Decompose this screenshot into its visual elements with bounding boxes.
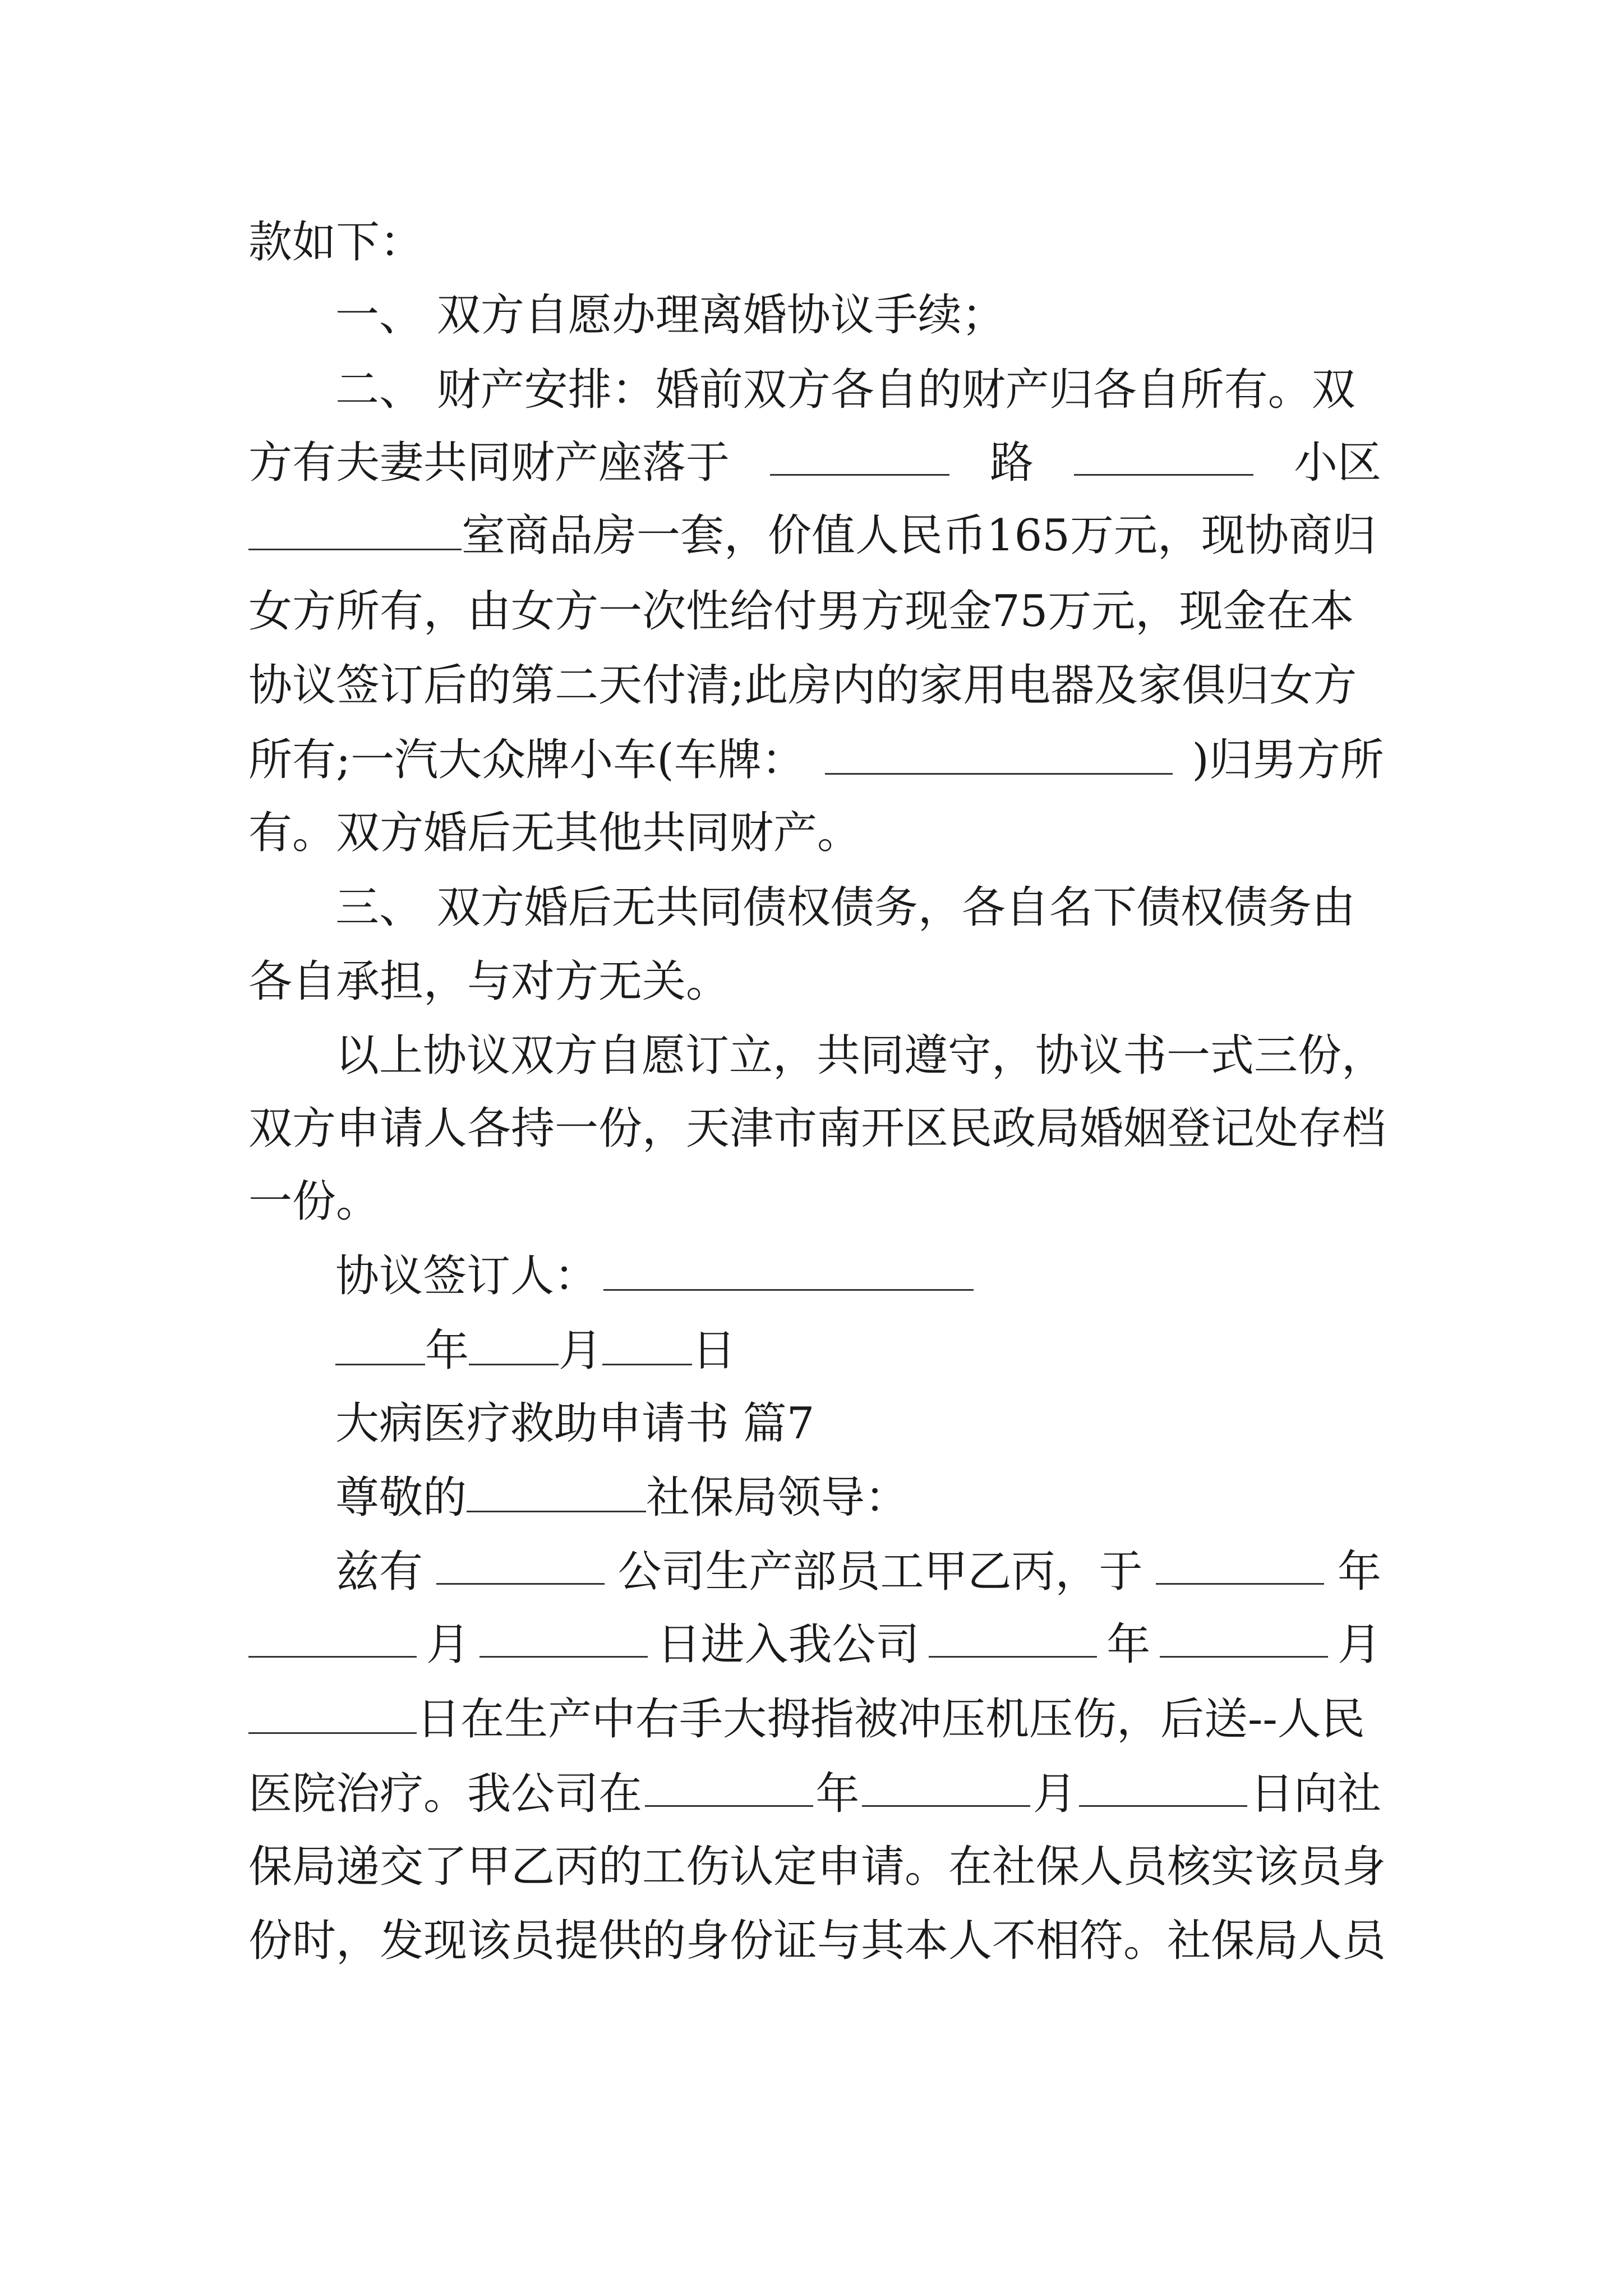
paragraph-line <box>248 435 1381 491</box>
text-line: 一、 双方自愿办理离婚协议手续； <box>335 290 1006 341</box>
fill-blank <box>436 1544 605 1585</box>
paragraph-line <box>248 732 1384 788</box>
text-segment: 小区 <box>1293 438 1381 488</box>
text-segment: 所有;一汽大众牌小车(车牌： <box>248 735 805 785</box>
clause-three <box>335 880 1381 936</box>
paragraph-line <box>248 1617 1381 1673</box>
text-segment: 年 <box>815 1769 860 1819</box>
text-segment: 方有夫妻共同财产座落于 <box>248 438 730 488</box>
text-line: 以上协议双方自愿订立，共同遵守，协议书一式三份， <box>335 1030 1386 1081</box>
fill-blank <box>1079 1766 1247 1807</box>
text-segment: 日进入我公司 <box>657 1619 920 1670</box>
text-segment: 室商品房一套，价值人民币165万元，现协商归 <box>462 510 1376 561</box>
text-segment: 尊敬的 <box>335 1473 467 1523</box>
text-line: 双方申请人各持一份，天津市南开区民政局婚姻登记处存档 <box>248 1103 1386 1154</box>
fill-blank <box>1074 435 1253 476</box>
salutation-line <box>335 1470 1468 1526</box>
text-segment: 日向社 <box>1249 1769 1381 1819</box>
text-line: 款如下： <box>248 217 424 268</box>
day-blank <box>602 1324 692 1365</box>
signature-blank <box>603 1250 974 1291</box>
signatory-label: 协议签订人： <box>335 1251 598 1301</box>
text-segment: )归男方所 <box>1192 735 1384 785</box>
paragraph-line <box>248 583 1381 639</box>
text-segment: 兹有 <box>335 1547 423 1597</box>
text-line: 份时，发现该员提供的身份证与其本人不相符。社保局人员 <box>248 1916 1386 1966</box>
paragraph-line <box>248 1913 1386 1969</box>
text-line: 有。双方婚后无其他共同财产。 <box>248 808 861 858</box>
fill-blank <box>479 1617 648 1658</box>
text-line: 各自承担，与对方无关。 <box>248 956 730 1007</box>
signatory-line <box>335 1248 1468 1304</box>
clause-one <box>335 287 1468 343</box>
text-line: 保局递交了甲乙丙的工伤认定申请。在社保人员核实该员身 <box>248 1842 1386 1892</box>
text-segment: 医院治疗。我公司在 <box>248 1769 643 1819</box>
text-segment: 年 <box>1106 1619 1151 1670</box>
paragraph-line <box>248 805 1381 861</box>
text-segment: 日在生产中右手大拇指被冲压机压伤，后送--人民 <box>417 1694 1365 1745</box>
year-blank <box>335 1324 425 1365</box>
text-line: 协议签订后的第二天付清;此房内的家用电器及家俱归女方 <box>248 660 1357 711</box>
text-line: 女方所有，由女方一次性给付男方现金75万元，现金在本 <box>248 586 1354 637</box>
text-segment: 公司生产部员工甲乙丙，于 <box>617 1547 1143 1597</box>
text-line: 三、 双方婚后无共同债权债务，各自名下债权债务由 <box>335 882 1355 933</box>
text-segment: 路 <box>989 438 1034 488</box>
text-segment: 月 <box>1032 1769 1077 1819</box>
fill-blank <box>645 1766 813 1807</box>
paragraph-line <box>248 657 1381 714</box>
year-label: 年 <box>425 1326 469 1376</box>
text-segment: 月 <box>426 1619 470 1670</box>
fill-blank <box>248 509 462 550</box>
day-label: 日 <box>692 1326 736 1376</box>
month-blank <box>469 1324 559 1365</box>
date-line <box>335 1323 1468 1379</box>
paragraph-line <box>248 1839 1386 1895</box>
text-segment: 年 <box>1337 1547 1381 1597</box>
fill-blank <box>1156 1544 1324 1585</box>
paragraph-line <box>335 1544 1381 1600</box>
fill-blank <box>248 1693 417 1734</box>
section-title: 大病医疗救助申请书 篇7 <box>335 1398 815 1449</box>
paragraph-line <box>248 1691 1381 1747</box>
paragraph-line <box>248 954 1381 1010</box>
clause-two-heading <box>335 362 1381 418</box>
text-segment: 社保局领导： <box>646 1473 909 1523</box>
text-line: 一份。 <box>248 1176 380 1227</box>
fill-blank <box>770 435 949 476</box>
fill-blank <box>929 1617 1097 1658</box>
fill-blank <box>1160 1617 1328 1658</box>
fill-blank <box>248 1617 417 1658</box>
month-label: 月 <box>559 1326 603 1376</box>
paragraph-line <box>248 508 1381 564</box>
text-segment: 月 <box>1337 1619 1381 1670</box>
paragraph-line <box>248 214 1381 270</box>
text-line: 二、 财产安排：婚前双方各自的财产归各自所有。双 <box>335 365 1355 415</box>
paragraph-line <box>248 1101 1386 1157</box>
paragraph-line <box>248 1174 1381 1230</box>
section-heading <box>335 1396 1468 1452</box>
paragraph-line <box>248 1766 1381 1822</box>
fill-blank <box>467 1471 646 1512</box>
fill-blank <box>862 1766 1030 1807</box>
paragraph-line <box>335 1028 1386 1084</box>
fill-blank <box>825 734 1173 775</box>
